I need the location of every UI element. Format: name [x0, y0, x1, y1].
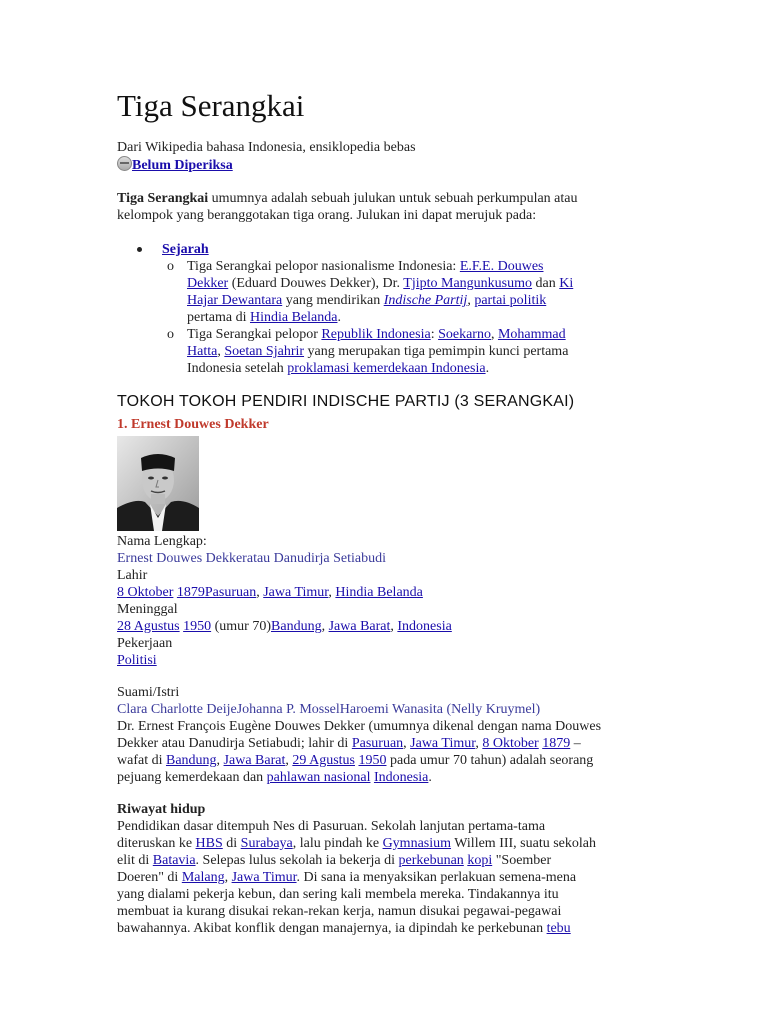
lahir-year-link[interactable]: 1879	[176, 585, 205, 600]
intro-paragraph	[117, 190, 632, 224]
meninggal-label: Meninggal	[117, 602, 178, 617]
riwayat-line: yang dialami pekerja kebun, dan sering kali membela mereka. Tindakannya itu	[117, 887, 559, 902]
bio-jabar-link[interactable]: Jawa Barat	[223, 753, 286, 768]
nama-value: Ernest Douwes Dekkeratau Danudirja Setiabudi	[117, 551, 387, 566]
soekarno-link[interactable]: Soekarno	[438, 327, 491, 342]
bio-indonesia-link[interactable]: Indonesia	[373, 770, 429, 785]
bio-line: Dr. Ernest François Eugène Douwes Dekker (umumnya dikenal dengan nama Douwes	[117, 719, 602, 734]
meninggal-city-link[interactable]: Bandung	[271, 619, 322, 634]
tjipto-link[interactable]: Tjipto Mangunkusumo	[403, 276, 533, 291]
suami-label: Suami/Istri	[117, 685, 180, 700]
nama-label: Nama Lengkap:	[117, 534, 207, 549]
bullet-dot	[137, 247, 142, 252]
bio-death-date-link[interactable]: 29 Agustus	[292, 753, 355, 768]
pekerjaan-row	[117, 652, 157, 669]
bio-bandung-link[interactable]: Bandung	[165, 753, 217, 768]
meninggal-year-link[interactable]: 1950	[183, 619, 212, 634]
sjahrir-link[interactable]: Soetan Sjahrir	[224, 344, 305, 359]
bio-jatim-link[interactable]: Jawa Timur	[410, 736, 476, 751]
review-status	[117, 156, 233, 174]
pekerjaan-link[interactable]: Politisi	[117, 653, 157, 668]
intro-bold: Tiga Serangkai	[117, 191, 209, 206]
page-title: Tiga Serangkai	[117, 88, 305, 123]
gymnasium-link[interactable]: Gymnasium	[382, 836, 452, 851]
jawa-timur-link[interactable]: Jawa Timur	[231, 870, 297, 885]
perkebunan-link[interactable]: perkebunan	[398, 853, 464, 868]
lahir-city-link[interactable]: Pasuruan	[204, 585, 257, 600]
pekerjaan-label: Pekerjaan	[117, 636, 173, 651]
lahir-country-link[interactable]: Hindia Belanda	[335, 585, 423, 600]
bio-date-link[interactable]: 8 Oktober	[482, 736, 539, 751]
meninggal-province-link[interactable]: Jawa Barat	[328, 619, 391, 634]
section-heading: TOKOH TOKOH PENDIRI INDISCHE PARTIJ (3 SERANGKAI)	[117, 393, 575, 410]
riwayat-line: Pendidikan dasar ditempuh Nes di Pasuruan. Sekolah lanjutan pertama-tama	[117, 819, 546, 834]
lahir-value: 8 Oktober 1879Pasuruan, Jawa Timur, Hindia Belanda	[117, 585, 423, 600]
surabaya-link[interactable]: Surabaya	[240, 836, 293, 851]
list-item: o Tiga Serangkai pelopor Republik Indonesia: Soekarno, Mohammad Hatta, Soetan Sjahrir yang merupakan tiga pemimpin kunci pertama Indonesia setelah proklamasi kemerdekaan Indonesia.	[167, 327, 569, 376]
hajar-dewantara-link[interactable]: Hajar Dewantara	[187, 293, 283, 308]
republik-indonesia-link[interactable]: Republik Indonesia	[321, 327, 431, 342]
bio-pahlawan-link[interactable]: pahlawan nasional	[266, 770, 371, 785]
bio-pasuruan-link[interactable]: Pasuruan	[351, 736, 404, 751]
kopi-link[interactable]: kopi	[467, 853, 493, 868]
lahir-label: Lahir	[117, 568, 148, 583]
review-status-link[interactable]: Belum Diperiksa	[132, 158, 233, 173]
intro-text: umumnya adalah sebuah julukan untuk sebuah perkumpulan atau	[208, 191, 578, 206]
person-heading: 1. Ernest Douwes Dekker	[117, 417, 269, 432]
partai-politik-link[interactable]: partai politik	[474, 293, 547, 308]
riwayat-line: membuat ia kurang disukai rekan-rekan kerja, namun disukai pegawai-pegawai	[117, 904, 562, 919]
meninggal-date-link[interactable]: 28 Agustus	[117, 619, 180, 634]
hatta-link[interactable]: Hatta	[187, 344, 218, 359]
portrait-photo	[117, 436, 199, 531]
dekker-link[interactable]: Dekker	[187, 276, 229, 291]
indische-partij-link[interactable]: Indische Partij	[383, 293, 468, 308]
meninggal-country-link[interactable]: Indonesia	[397, 619, 452, 634]
lahir-date-link[interactable]: 8 Oktober	[117, 585, 174, 600]
list-item: o Tiga Serangkai pelopor nasionalisme Indonesia: E.F.E. Douwes Dekker (Eduard Douwes Dekker), Dr. Tjipto Mangunkusumo dan Ki Hajar Dewantara yang mendirikan Indische Partij, partai politik pertama di Hindia Belanda.	[167, 259, 574, 325]
sejarah-link[interactable]: Sejarah	[162, 242, 209, 257]
lahir-province-link[interactable]: Jawa Timur	[263, 585, 329, 600]
intro-text-2: kelompok yang beranggotakan tiga orang. Julukan ini dapat merujuk pada:	[117, 208, 537, 223]
bio-paragraph: Dr. Ernest François Eugène Douwes Dekker (umumnya dikenal dengan nama Douwes Dekker atau Danudirja Setiabudi; lahir di Pasuruan, Jawa Timur, 8 Oktober 1879 – wafat di Bandung, Jawa Barat, 29 Agustus 1950 pada umur 70 tahun) adalah seorang pejuang kemerdekaan dan pahlawan nasional Indonesia.	[117, 718, 632, 786]
proklamasi-link[interactable]: proklamasi kemerdekaan Indonesia	[287, 361, 486, 376]
batavia-link[interactable]: Batavia	[152, 853, 196, 868]
bullet-circle-icon: o	[167, 259, 174, 274]
bio-death-year-link[interactable]: 1950	[358, 753, 387, 768]
bullet-circle-icon: o	[167, 327, 174, 342]
ki-link[interactable]: Ki	[559, 276, 574, 291]
riwayat-paragraph: Pendidikan dasar ditempuh Nes di Pasuruan. Sekolah lanjutan pertama-tama diteruskan ke HBS di Surabaya, lalu pindah ke Gymnasium Willem III, suatu sekolah elit di Batavia. Selepas lulus sekolah ia bekerja di perkebunan kopi "Soember Doeren" di Malang, Jawa Timur. Di sana ia menyaksikan perlakuan semena-mena yang dialami pekerja kebun, dan sering kali membela mereka. Tindakannya itu membuat ia kurang disukai rekan-rekan kerja, namun disukai pegawai-pegawai bawahannya. Akibat konflik dengan manajernya, ia dipindah ke perkebunan tebu	[117, 818, 632, 937]
riwayat-heading: Riwayat hidup	[117, 802, 206, 817]
suami-value: Clara Charlotte DeijeJohanna P. MosselHaroemi Wanasita (Nelly Kruymel)	[117, 702, 541, 717]
portrait-image	[117, 436, 199, 531]
page-subtitle: Dari Wikipedia bahasa Indonesia, ensiklopedia bebas	[117, 140, 416, 155]
bio-year-link[interactable]: 1879	[542, 736, 571, 751]
douwes-link[interactable]: E.F.E. Douwes	[459, 259, 544, 274]
hindia-belanda-link[interactable]: Hindia Belanda	[249, 310, 338, 325]
mohammad-link[interactable]: Mohammad	[497, 327, 566, 342]
tebu-link[interactable]: tebu	[546, 921, 571, 936]
malang-link[interactable]: Malang	[181, 870, 225, 885]
hbs-link[interactable]: HBS	[195, 836, 223, 851]
review-status-icon	[117, 156, 132, 171]
meninggal-value: 28 Agustus 1950 (umur 70)Bandung, Jawa Barat, Indonesia	[117, 619, 452, 634]
